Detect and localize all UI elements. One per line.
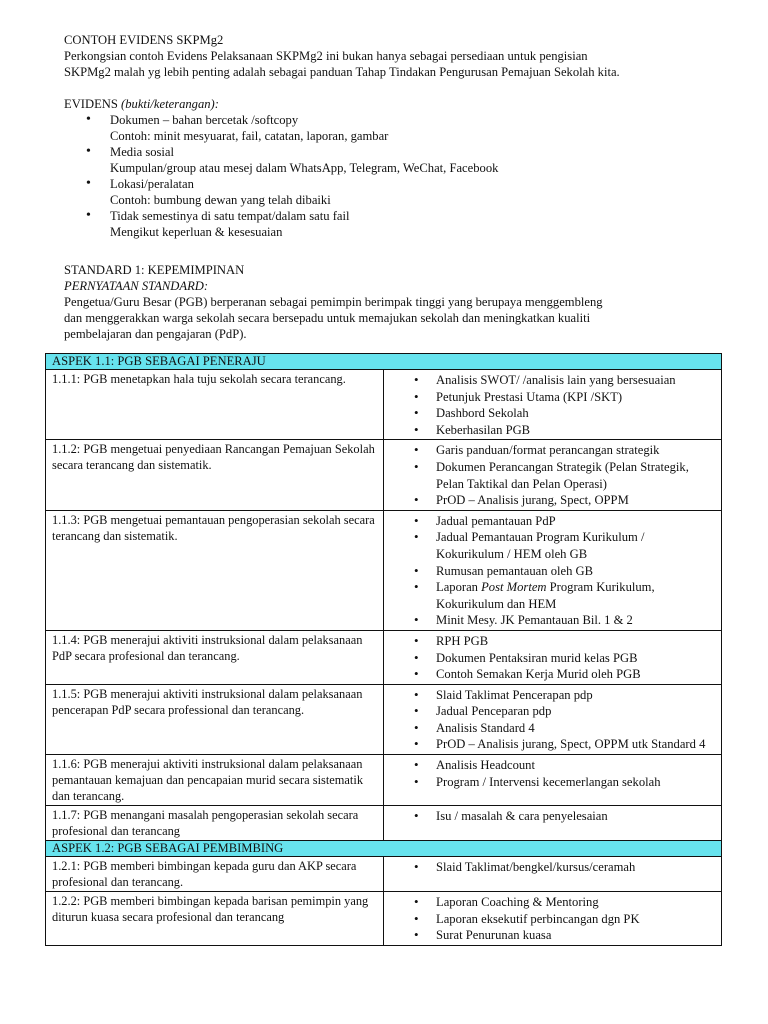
evidence-item: • Slaid Taklimat/bengkel/kursus/ceramah [436,859,715,876]
evidence-item: • Analisis SWOT/ /analisis lain yang bersesuaian [436,372,715,389]
evidence-item: • Dokumen Perancangan Strategik (Pelan Strategik, Pelan Taktikal dan Pelan Operasi) [436,459,715,492]
criterion-cell: 1.1.1: PGB menetapkan hala tuju sekolah secara terancang. [46,370,384,440]
aspek-header-row [46,354,722,370]
evidence-cell [384,892,722,946]
evidens-item [86,112,724,144]
evidence-cell [384,370,722,440]
evidence-item: • Jadual Pemantauan Program Kurikulum / Kokurikulum / HEM oleh GB [436,529,715,562]
evidence-item: • Rumusan pemantauan oleh GB [436,563,715,580]
evidence-item: • Minit Mesy. JK Pemantauan Bil. 1 & 2 [436,612,715,629]
table-row [46,755,722,806]
evidence-item: • Laporan eksekutif perbincangan dgn PK [436,911,715,928]
evidence-item: • PrOD – Analisis jurang, Spect, OPPM [436,492,715,509]
table-row [46,510,722,630]
table-row [46,684,722,754]
evidens-item-sub: Contoh: bumbung dewan yang telah dibaiki [110,193,331,207]
criterion-cell: 1.2.1: PGB memberi bimbingan kepada guru dan AKP secara profesional dan terancang. [46,857,384,892]
evidens-item-sub: Mengikut keperluan & kesesuaian [110,225,283,239]
evidence-item: • RPH PGB [436,633,715,650]
table-row [46,440,722,510]
table-row [46,857,722,892]
evidence-item: • Isu / masalah & cara penyelesaian [436,808,715,825]
document-body [64,32,724,342]
evidence-cell [384,857,722,892]
criterion-cell: 1.1.5: PGB menerajui aktiviti instruksional dalam pelaksanaan pencerapan PdP secara professional dan terancang. [46,684,384,754]
evidens-item-main: Tidak semestinya di satu tempat/dalam satu fail [110,209,350,223]
evidens-item [86,176,724,208]
evidens-item-sub: Contoh: minit mesyuarat, fail, catatan, laporan, gambar [110,129,389,143]
standard-statement-2: dan menggerakkan warga sekolah secara bersepadu untuk memajukan sekolah dan meningkatkan kualiti [64,311,591,325]
evidens-item [86,208,724,240]
table-row [46,630,722,684]
evidens-item-sub: Kumpulan/group atau mesej dalam WhatsApp, Telegram, WeChat, Facebook [110,161,499,175]
evidence-item: • PrOD – Analisis jurang, Spect, OPPM utk Standard 4 [436,736,715,753]
evidence-item: • Jadual Penceparan pdp [436,703,715,720]
evidence-table [45,353,722,946]
criterion-cell: 1.1.6: PGB menerajui aktiviti instruksional dalam pelaksanaan pemantauan kemajuan dan pencapaian murid secara sistematik dan terancang. [46,755,384,806]
criterion-cell: 1.1.3: PGB mengetuai pemantauan pengoperasian sekolah secara terancang dan sistematik. [46,510,384,630]
evidence-item: • Surat Penurunan kuasa [436,927,715,944]
evidence-item: • Contoh Semakan Kerja Murid oleh PGB [436,666,715,683]
evidens-label-italic: (bukti/keterangan): [121,97,219,111]
evidence-item: • Analisis Headcount [436,757,715,774]
aspek-header: ASPEK 1.2: PGB SEBAGAI PEMBIMBING [46,841,722,857]
evidence-item-text: Program Kurikulum, Kokurikulum dan HEM [436,580,655,611]
table-row [46,806,722,841]
evidens-list [64,112,724,240]
criterion-cell: 1.1.2: PGB mengetuai penyediaan Rancangan Pemajuan Sekolah secara terancang dan sistematik. [46,440,384,510]
evidence-item: • Jadual pemantauan PdP [436,513,715,530]
evidence-item-text: Laporan [436,580,482,595]
intro-line-2: SKPMg2 malah yg lebih penting adalah sebagai panduan Tahap Tindakan Pengurusan Pemajuan Sekolah kita. [64,65,620,79]
standard-statement-3: pembelajaran dan pengajaran (PdP). [64,327,247,341]
evidence-item-italic: Post Mortem [481,580,547,595]
table-row [46,892,722,946]
evidens-item-main: Dokumen – bahan bercetak /softcopy [110,113,299,127]
aspek-header-row [46,841,722,857]
evidence-cell [384,510,722,630]
standard-heading: STANDARD 1: KEPEMIMPINAN [64,263,245,277]
evidence-item: • Petunjuk Prestasi Utama (KPI /SKT) [436,389,715,406]
evidence-cell [384,440,722,510]
evidence-item: • Laporan Coaching & Mentoring [436,894,715,911]
evidens-heading [64,96,724,112]
evidens-item-main: Media sosial [110,145,175,159]
evidence-cell [384,630,722,684]
evidence-item: • Program / Intervensi kecemerlangan sekolah [436,774,715,791]
evidence-item: • Slaid Taklimat Pencerapan pdp [436,687,715,704]
aspek-header: ASPEK 1.1: PGB SEBAGAI PENERAJU [46,354,722,370]
criterion-cell: 1.1.7: PGB menangani masalah pengoperasian sekolah secara profesional dan terancang [46,806,384,841]
evidence-cell [384,806,722,841]
evidence-item: • Dashbord Sekolah [436,405,715,422]
evidence-item: • Keberhasilan PGB [436,422,715,439]
standard-statement-1: Pengetua/Guru Besar (PGB) berperanan sebagai pemimpin berimpak tinggi yang berupaya menggembleng [64,295,603,309]
evidence-cell [384,755,722,806]
document-title: CONTOH EVIDENS SKPMg2 [64,33,224,47]
criterion-cell: 1.2.2: PGB memberi bimbingan kepada barisan pemimpin yang diturun kuasa secara profesional dan terancang [46,892,384,946]
table-row [46,370,722,440]
evidens-label: EVIDENS [64,97,122,111]
evidence-item [436,579,715,612]
evidence-item: • Garis panduan/format perancangan strategik [436,442,715,459]
evidens-item-main: Lokasi/peralatan [110,177,194,191]
evidens-item [86,144,724,176]
evidence-item: • Analisis Standard 4 [436,720,715,737]
evidence-cell [384,684,722,754]
intro-line-1: Perkongsian contoh Evidens Pelaksanaan SKPMg2 ini bukan hanya sebagai persediaan untuk pengisian [64,49,588,63]
evidence-item: • Dokumen Pentaksiran murid kelas PGB [436,650,715,667]
standard-subheading: PERNYATAAN STANDARD: [64,279,209,293]
criterion-cell: 1.1.4: PGB menerajui aktiviti instruksional dalam pelaksanaan PdP secara profesional dan terancang. [46,630,384,684]
